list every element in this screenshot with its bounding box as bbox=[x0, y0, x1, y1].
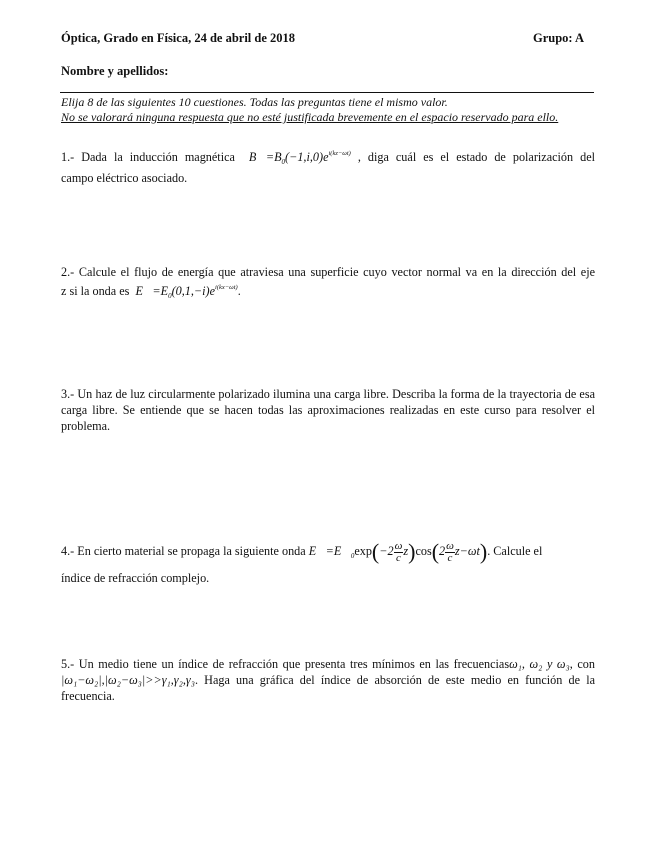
question-4: 4.- En cierto material se propaga la siguiente onda $E⃗=E⃗_0\exp(-2$ $\frac{\omega}{c}$ z)cos(2 $\frac{\omega}{c}$ z−ωt). Calcule el índice de refracción complejo. bbox=[61, 539, 543, 585]
instructions-line-1: Elija 8 de las siguientes 10 cuestiones. Todas las preguntas tiene el mismo valor. bbox=[61, 95, 448, 109]
question-5: 5.- Un medio tiene un índice de refracción que presenta tres mínimos en las frecuenciasω₁, ω₂ y ω₃, con |ω₁−ω₂|,|ω₂−ω₃|>>γ₁,γ₂,γ₃. Haga una gráfica del índice de absorción de este medio en función de la frecuencia. bbox=[61, 657, 595, 703]
question-2: 2.- Calcule el flujo de energía que atraviesa una superficie cuyo vector normal va en la dirección del eje z si la onda es $E⃗=E_0(0,1,-i)e^{i(kx-\omega t)}$. bbox=[61, 265, 595, 300]
name-label: Nombre y apellidos: bbox=[61, 64, 169, 78]
group-label: Grupo: A bbox=[533, 31, 585, 45]
q2-formula: $E⃗=E_0(0,1,-i)e^{i(kx-\omega t)}$ bbox=[132, 284, 238, 300]
q5-frequencies: ω₁, ω₂ y ω₃ bbox=[509, 657, 570, 671]
q5-condition: |ω₁−ω₂|,|ω₂−ω₃|>>γ₁,γ₂,γ₃ bbox=[61, 673, 195, 687]
question-1: 1.- Dada la inducción magnética $B⃗=B_0(-1,i,0)e^{i(kz-\omega t)}$ , diga cuál es el estado de polarización del campo eléctrico asociado. bbox=[61, 150, 595, 185]
instructions-top-rule bbox=[60, 92, 594, 93]
question-3: 3.- Un haz de luz circularmente polarizado ilumina una carga libre. Describa la forma de la trayectoria de esa carga libre. Se entiende que se hacen todas las aproximaciones realizadas en este curso para resolver el problema. bbox=[61, 387, 595, 433]
q1-formula: $B⃗=B_0(-1,i,0)e^{i(kz-\omega t)}$ bbox=[241, 150, 351, 166]
exam-title: Óptica, Grado en Física, 24 de abril de 2018 bbox=[61, 31, 296, 45]
instructions-line-2: No se valorará ninguna respuesta que no esté justificada brevemente en el espacio reservado para ello. bbox=[61, 110, 559, 124]
q4-formula: $E⃗=E⃗_0\exp(-2$ $\frac{\omega}{c}$ z)cos(2 $\frac{\omega}{c}$ z−ωt) bbox=[308, 539, 488, 564]
